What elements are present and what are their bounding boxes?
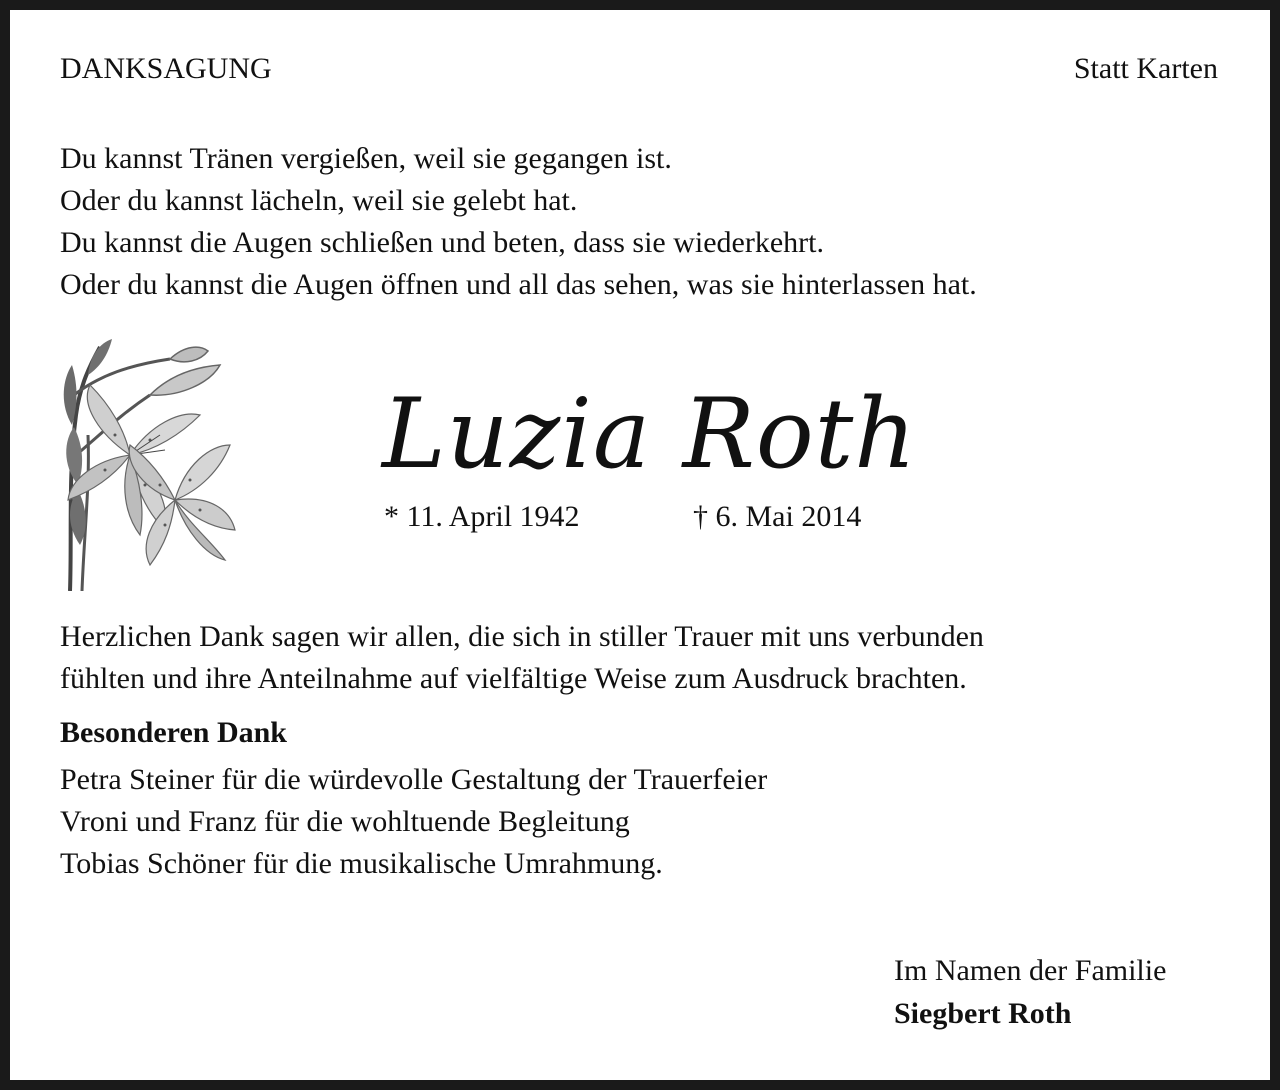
thanks-line: fühlten und ihre Anteilnahme auf vielfältige Weise zum Ausdruck brachten. — [60, 662, 967, 695]
thanks-line: Herzlichen Dank sagen wir allen, die sich in stiller Trauer mit uns verbunden — [60, 620, 984, 653]
thanks-paragraph — [60, 616, 984, 700]
poem-line: Du kannst die Augen schließen und beten, dass sie wiederkehrt. — [60, 226, 824, 259]
special-thanks-title: Besonderen Dank — [60, 716, 287, 749]
poem-line: Oder du kannst die Augen öffnen und all das sehen, was sie hinterlassen hat. — [60, 268, 977, 301]
special-thanks-line: Vroni und Franz für die wohltuende Begleitung — [60, 805, 630, 838]
special-thanks-line: Petra Steiner für die würdevolle Gestaltung der Trauerfeier — [60, 763, 768, 796]
poem-line: Oder du kannst lächeln, weil sie gelebt hat. — [60, 184, 578, 217]
poem — [60, 138, 977, 306]
lily-flower-illustration — [60, 335, 236, 591]
deceased-name: Luzia Roth — [382, 378, 918, 490]
signature-line: Im Namen der Familie — [894, 954, 1167, 987]
poem-line: Du kannst Tränen vergießen, weil sie gegangen ist. — [60, 142, 672, 175]
death-date: † 6. Mai 2014 — [693, 500, 862, 533]
special-thanks-list — [60, 759, 767, 885]
birth-date: * 11. April 1942 — [384, 500, 580, 533]
header-note: Statt Karten — [1073, 52, 1218, 85]
signature-name: Siegbert Roth — [894, 997, 1072, 1030]
special-thanks-line: Tobias Schöner für die musikalische Umrahmung. — [60, 847, 663, 880]
header-title: DANKSAGUNG — [60, 52, 272, 85]
